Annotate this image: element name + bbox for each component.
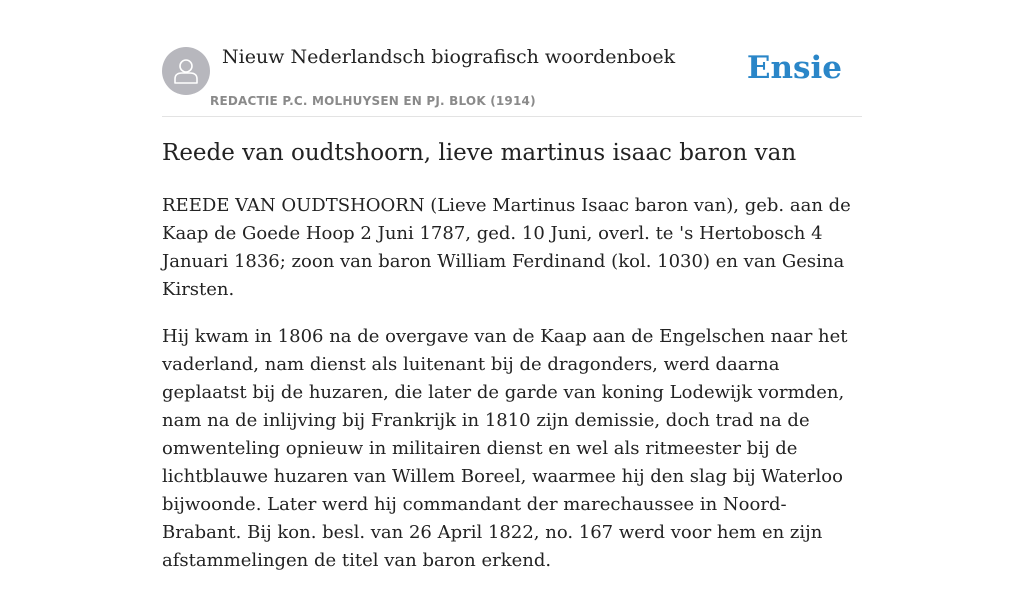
article-title: Reede van oudtshoorn, lieve martinus isaac baron van	[162, 140, 797, 166]
book-editors: REDACTIE P.C. MOLHUYSEN EN PJ. BLOK (1914)	[210, 94, 536, 108]
article-body	[162, 192, 862, 594]
avatar	[162, 47, 210, 95]
book-title[interactable]: Nieuw Nederlandsch biografisch woordenboek	[222, 46, 676, 68]
article-paragraph: Hij kwam in 1806 na de overgave van de Kaap aan de Engelschen naar het vaderland, nam dienst als luitenant bij de dragonders, werd daarna geplaatst bij de huzaren, die later de garde van koning Lodewijk vormden, nam na de inlijving bij Frankrijk in 1810 zijn demissie, doch trad na de omwenteling opnieuw in militairen dienst en wel als ritmeester bij de lichtblauwe huzaren van Willem Boreel, waarmee hij den slag bij Waterloo bijwoonde. Later werd hij commandant der marechaussee in Noord-Brabant. Bij kon. besl. van 26 April 1822, no. 167 werd voor hem en zijn afstammelingen de titel van baron erkend.	[162, 326, 848, 571]
brand-logo[interactable]: Ensie	[746, 50, 842, 86]
user-icon	[173, 57, 199, 85]
article-paragraph: REEDE VAN OUDTSHOORN (Lieve Martinus Isaac baron van), geb. aan de Kaap de Goede Hoop 2 Juni 1787, ged. 10 Juni, overl. te 's Hertobosch 4 Januari 1836; zoon van baron William Ferdinand (kol. 1030) en van Gesina Kirsten.	[162, 195, 851, 300]
book-header	[162, 40, 862, 117]
